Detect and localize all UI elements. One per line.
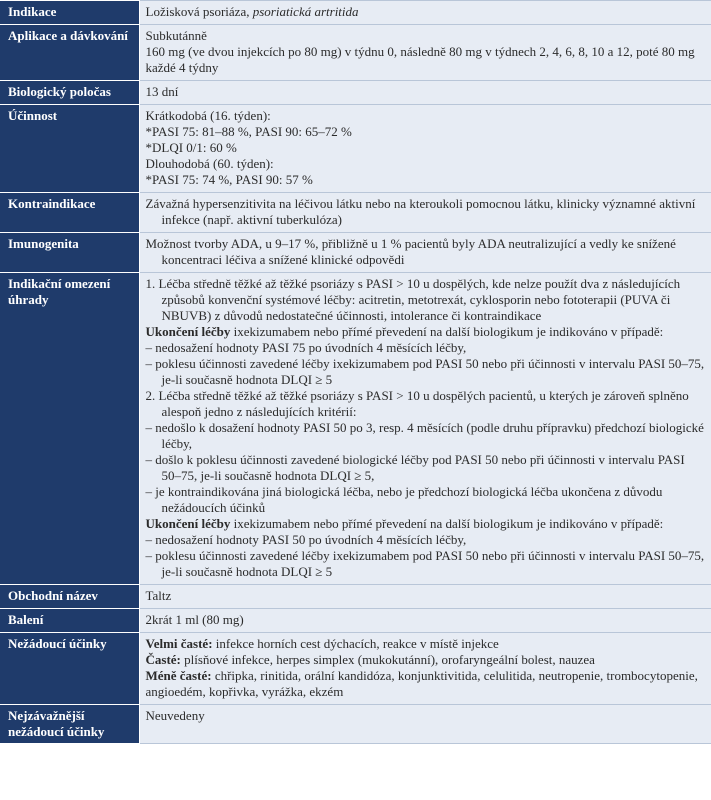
adverse-freq-label: Velmi časté: <box>145 636 213 651</box>
termination-1 <box>146 324 705 340</box>
value-obchodni-nazev: Taltz <box>139 585 711 609</box>
ucinnost-line: *PASI 75: 81–88 %, PASI 90: 65–72 % <box>145 124 352 139</box>
adverse-freq-label: Méně časté: <box>145 668 212 683</box>
value-indikace <box>139 1 711 25</box>
termination-2 <box>146 516 705 532</box>
label-obchodni-nazev: Obchodní název <box>0 585 139 609</box>
termination-2-item: – nedosažení hodnoty PASI 50 po úvodních 4 měsících léčby, <box>145 532 467 547</box>
row-indikace <box>0 1 711 25</box>
row-imunogenita <box>0 233 711 273</box>
row-nejzavaznejsi <box>0 705 711 744</box>
label-aplikace: Aplikace a dávkování <box>0 25 139 81</box>
label-polocas: Biologický poločas <box>0 81 139 105</box>
label-nejzavaznejsi: Nejzávažnější nežádoucí účinky <box>0 705 139 744</box>
value-aplikace <box>139 25 711 81</box>
label-indikace: Indikace <box>0 1 139 25</box>
termination-2-item: – poklesu účinnosti zavedené léčby ixekizumabem pod PASI 50 nebo při účinnosti v intervalu PASI 50–75, je-li současně hodnota DLQI ≥ 5 <box>145 548 705 579</box>
label-baleni: Balení <box>0 609 139 633</box>
criterion-2-item: – došlo k poklesu účinnosti zavedené biologické léčby pod PASI 50 nebo při účinnosti v intervalu PASI 50–75, je-li současně hodnota DLQI ≥ 5, <box>145 452 685 483</box>
kontraindikace-text: Závažná hypersenzitivita na léčivou látku nebo na kteroukoli pomocnou látku, klinicky významné aktivní infekce (např. aktivní tuberkulóza) <box>145 196 696 227</box>
row-kontraindikace <box>0 193 711 233</box>
label-kontraindikace: Kontraindikace <box>0 193 139 233</box>
indikace-plain: Ložisková psoriáza, <box>145 4 253 19</box>
value-nezadouci-ucinky <box>139 633 711 705</box>
termination-1-item: – poklesu účinnosti zavedené léčby ixekizumabem pod PASI 50 nebo při účinnosti v intervalu PASI 50–75, je-li současně hodnota DLQI ≥ 5 <box>145 356 705 387</box>
label-nezadouci-ucinky: Nežádoucí účinky <box>0 633 139 705</box>
row-ucinnost <box>0 105 711 193</box>
row-omezeni-uhrady <box>0 273 711 585</box>
termination-1-text: ixekizumabem nebo přímé převedení na další biologikum je indikováno v případě: <box>230 324 664 339</box>
indikace-italic: psoriatická artritida <box>252 4 359 19</box>
ucinnost-line: Dlouhodobá (60. týden): <box>145 156 274 171</box>
adverse-text: chřipka, rinitida, orální kandidóza, konjunktivitida, celulitida, neutropenie, trombocytopenie, angioedém, kopřivka, vyrážka, ekzém <box>145 668 698 699</box>
imunogenita-text: Možnost tvorby ADA, u 9–17 %, přibližně u 1 % pacientů byly ADA neutralizující a vedly ke snížené koncentraci léčiva a snížené klinické odpovědi <box>145 236 676 267</box>
aplikace-line: 160 mg (ve dvou injekcích po 80 mg) v týdnu 0, následně 80 mg v týdnech 2, 4, 6, 8, 10 a 12, poté 80 mg každé 4 týdny <box>145 44 695 75</box>
aplikace-line: Subkutánně <box>145 28 207 43</box>
termination-1-bold: Ukončení léčby <box>145 324 231 339</box>
adverse-text: infekce horních cest dýchacích, reakce v místě injekce <box>212 636 499 651</box>
value-baleni: 2krát 1 ml (80 mg) <box>139 609 711 633</box>
adverse-uncommon <box>146 668 705 700</box>
termination-2-bold: Ukončení léčby <box>145 516 231 531</box>
row-obchodni-nazev <box>0 585 711 609</box>
criterion-2-item: – nedošlo k dosažení hodnoty PASI 50 po 3, resp. 4 měsících (podle druhu přípravku) předchozí biologické léčby, <box>145 420 704 451</box>
label-ucinnost: Účinnost <box>0 105 139 193</box>
termination-1-item: – nedosažení hodnoty PASI 75 po úvodních 4 měsících léčby, <box>145 340 467 355</box>
row-baleni <box>0 609 711 633</box>
ucinnost-line: Krátkodobá (16. týden): <box>145 108 271 123</box>
ucinnost-line: *PASI 75: 74 %, PASI 90: 57 % <box>145 172 313 187</box>
value-ucinnost <box>139 105 711 193</box>
criterion-1: 1. Léčba středně těžké až těžké psoriázy s PASI > 10 u dospělých, kde nelze použít dva z následujících způsobů konvenční systémové léčby: acitretin, metotrexát, cyklosporin nebo fototerapii (PUVA či NBUVB) z důvodů nedostatečné účinnosti, intolerance či kontraindikace <box>145 276 681 323</box>
value-omezeni-uhrady <box>139 273 711 585</box>
row-polocas <box>0 81 711 105</box>
termination-2-text: ixekizumabem nebo přímé převedení na další biologikum je indikováno v případě: <box>230 516 664 531</box>
row-aplikace <box>0 25 711 81</box>
adverse-common <box>146 652 705 668</box>
value-imunogenita <box>139 233 711 273</box>
adverse-text: plísňové infekce, herpes simplex (mukokutánní), orofaryngeální bolest, nauzea <box>180 652 595 667</box>
value-nejzavaznejsi: Neuvedeny <box>139 705 711 744</box>
row-nezadouci-ucinky <box>0 633 711 705</box>
criterion-2: 2. Léčba středně těžké až těžké psoriázy s PASI > 10 u dospělých pacientů, u kterých je zároveň splněno alespoň jedno z následujících kritérií: <box>145 388 689 419</box>
value-kontraindikace <box>139 193 711 233</box>
value-polocas: 13 dní <box>139 81 711 105</box>
criterion-2-item: – je kontraindikována jiná biologická léčba, nebo je předchozí biologická léčba ukončena z důvodu nežádoucích účinků <box>145 484 663 515</box>
label-omezeni-uhrady: Indikační omezení úhrady <box>0 273 139 585</box>
ucinnost-line: *DLQI 0/1: 60 % <box>145 140 237 155</box>
adverse-freq-label: Časté: <box>145 652 181 667</box>
adverse-very-common <box>146 636 705 652</box>
label-imunogenita: Imunogenita <box>0 233 139 273</box>
